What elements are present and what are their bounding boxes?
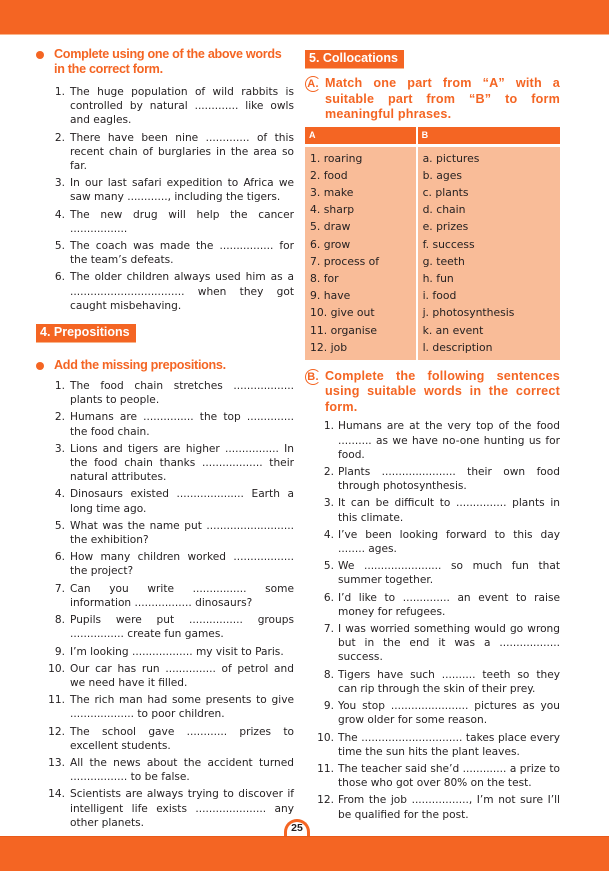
item-number: 10. <box>48 662 65 675</box>
item-number: 3. <box>323 497 334 510</box>
item-text: The huge population of wild rabbits is controlled by natural ............. like owls and eagles. <box>70 86 294 127</box>
item-number: 12. <box>317 794 334 807</box>
cell-column-b: c. plants <box>418 184 560 201</box>
page-number-badge <box>281 817 313 837</box>
part-b-heading-text: Complete the following sentences using suitable words in the correct form. <box>325 368 560 414</box>
item-number: 4. <box>323 528 334 541</box>
cell-column-b: g. teeth <box>418 253 560 270</box>
item-text: What was the name put .......................... the exhibition? <box>70 519 294 547</box>
item-number: 1. <box>323 420 334 433</box>
list-item <box>305 622 560 665</box>
bullet-icon <box>36 362 44 370</box>
list-item <box>305 668 560 696</box>
item-number: 5. <box>323 560 334 573</box>
item-text: I’ve been looking forward to this day ........ ages. <box>338 528 560 556</box>
list-item <box>36 442 294 485</box>
list-item <box>36 725 294 753</box>
item-text: You stop ....................... pictures as you grow older for some reason. <box>338 700 560 727</box>
item-text: All the news about the accident turned ................. to be false. <box>70 756 294 784</box>
table-header-a: A <box>305 127 416 147</box>
item-number: 1. <box>54 86 65 98</box>
item-number: 5. <box>54 240 65 253</box>
item-number: 14. <box>48 788 65 801</box>
item-number: 4. <box>54 488 65 501</box>
item-text: I’d like to .............. an event to raise money for refugees. <box>338 591 560 618</box>
item-number: 8. <box>323 668 334 681</box>
item-text: I was worried something would go wrong but in the end it was a .................. success. <box>338 623 560 664</box>
part-b-heading <box>305 369 560 416</box>
table-row <box>305 270 560 287</box>
list-item <box>36 582 294 610</box>
item-text: Pupils were put ................ groups ................ create fun games. <box>70 614 294 641</box>
cell-column-a: 9. have <box>305 287 416 304</box>
item-text: Dinosaurs existed .................... Earth a long time ago. <box>70 488 294 515</box>
item-text: The new drug will help the cancer ................. <box>70 208 294 235</box>
list-item <box>36 550 294 578</box>
item-number: 1. <box>54 380 65 393</box>
item-text: Tigers have such .......... teeth so they can rip through the skin of their prey. <box>338 668 560 695</box>
footer-band <box>0 836 609 871</box>
part-a-heading-text: Match one part from “A” with a suitable part from “B” to form meaningful phrases. <box>325 76 560 121</box>
exercise-list-part-b <box>305 419 560 821</box>
list-item <box>36 693 294 721</box>
list-item <box>36 662 294 690</box>
list-item <box>305 793 560 821</box>
item-text: The food chain stretches .................. plants to people. <box>70 380 294 407</box>
list-item <box>36 645 294 659</box>
item-number: 2. <box>54 131 65 144</box>
list-item <box>36 176 294 204</box>
cell-column-b: l. description <box>418 339 560 360</box>
table-row <box>305 184 560 201</box>
table-row <box>305 339 560 360</box>
list-item <box>36 519 294 547</box>
table-row <box>305 253 560 270</box>
item-number: 4. <box>54 208 65 221</box>
cell-column-b: i. food <box>418 287 560 304</box>
cell-column-a: 1. roaring <box>305 147 416 167</box>
list-item <box>36 270 294 313</box>
item-number: 6. <box>54 271 65 284</box>
item-text: Lions and tigers are higher ................ In the food chain thanks .................. their natural attributes. <box>70 442 294 484</box>
cell-column-a: 4. sharp <box>305 201 416 218</box>
item-number: 6. <box>323 591 334 604</box>
table-row <box>305 304 560 321</box>
item-number: 6. <box>54 551 65 564</box>
header-band <box>0 0 609 35</box>
collocations-table <box>303 127 562 360</box>
exercise-heading-prepositions <box>36 358 294 373</box>
item-number: 10. <box>317 731 334 744</box>
list-item <box>36 613 294 641</box>
item-number: 2. <box>323 466 334 479</box>
item-text: Our car has run ............... of petrol and we need have it filled. <box>70 662 294 689</box>
item-text: The older children always used him as a .................................. when they got caught misbehaving. <box>70 271 294 312</box>
section-tag-collocations: 5. Collocations <box>305 50 404 69</box>
circled-letter-a-icon: A. <box>305 76 321 92</box>
item-text: In our last safari expedition to Africa we saw many ............, including the tigers. <box>70 177 294 204</box>
list-item <box>305 699 560 727</box>
item-number: 5. <box>54 519 65 532</box>
list-item <box>305 496 560 524</box>
exercise-list-prepositions <box>36 379 294 830</box>
list-item <box>36 131 294 174</box>
item-number: 13. <box>48 756 65 769</box>
table-row <box>305 167 560 184</box>
cell-column-a: 5. draw <box>305 218 416 235</box>
item-text: From the job ................., I’m not sure I’ll be qualified for the post. <box>338 794 560 821</box>
right-column <box>305 47 560 825</box>
table-row <box>305 218 560 235</box>
page-number: 25 <box>291 822 303 834</box>
item-number: 3. <box>54 177 65 190</box>
circled-letter-b-icon: B. <box>305 369 321 385</box>
list-item <box>36 787 294 830</box>
list-item <box>36 208 294 236</box>
item-text: It can be difficult to ............... plants in this climate. <box>338 497 560 524</box>
item-number: 2. <box>54 411 65 424</box>
bullet-icon <box>36 51 44 59</box>
exercise-heading-complete <box>36 47 294 77</box>
list-item <box>305 465 560 493</box>
list-item <box>305 528 560 556</box>
cell-column-a: 7. process of <box>305 253 416 270</box>
table-header-b: B <box>418 127 560 147</box>
item-number: 11. <box>48 694 65 707</box>
cell-column-b: d. chain <box>418 201 560 218</box>
list-item <box>36 239 294 267</box>
exercise-list-complete <box>36 85 294 313</box>
item-text: Scientists are always trying to discover if intelligent life exists ..................... any other planets. <box>70 788 294 829</box>
list-item <box>305 762 560 790</box>
list-item <box>36 410 294 438</box>
cell-column-a: 10. give out <box>305 304 416 321</box>
list-item <box>36 487 294 515</box>
list-item <box>305 591 560 619</box>
item-number: 9. <box>54 645 65 658</box>
list-item <box>305 731 560 759</box>
table-row <box>305 201 560 218</box>
item-number: 3. <box>54 442 65 455</box>
cell-column-a: 12. job <box>305 339 416 360</box>
item-text: The .............................. takes place every time the sun hits the plant leaves. <box>338 731 560 758</box>
cell-column-b: k. an event <box>418 322 560 339</box>
item-number: 12. <box>48 725 65 738</box>
cell-column-b: f. success <box>418 236 560 253</box>
exercise-heading-text: Add the missing prepositions. <box>54 358 226 373</box>
list-item <box>305 559 560 587</box>
item-text: Humans are at the very top of the food .......... as we have no-one hunting us for food. <box>338 420 560 461</box>
table-row <box>305 147 560 167</box>
list-item <box>36 756 294 784</box>
list-item <box>36 85 294 128</box>
item-number: 11. <box>317 762 334 775</box>
item-text: The coach was made the ................ for the team’s defeats. <box>70 240 294 267</box>
cell-column-a: 2. food <box>305 167 416 184</box>
list-item <box>36 379 294 407</box>
cell-column-a: 3. make <box>305 184 416 201</box>
item-number: 7. <box>54 582 65 595</box>
item-text: Plants ...................... their own food through photosynthesis. <box>338 466 560 493</box>
item-text: There have been nine ............. of this recent chain of burglaries in the area so far. <box>70 131 294 173</box>
item-text: Humans are ............... the top .............. the food chain. <box>70 411 294 438</box>
table-row <box>305 287 560 304</box>
item-number: 9. <box>323 700 334 713</box>
section-tag-prepositions: 4. Prepositions <box>36 324 136 343</box>
cell-column-b: b. ages <box>418 167 560 184</box>
item-text: The teacher said she’d ............. a prize to those who got over 80% on the test. <box>338 762 560 790</box>
cell-column-b: j. photosynthesis <box>418 304 560 321</box>
exercise-heading-text: Complete using one of the above words in the correct form. <box>54 47 282 76</box>
cell-column-b: a. pictures <box>418 147 560 167</box>
cell-column-b: e. prizes <box>418 218 560 235</box>
table-row <box>305 322 560 339</box>
cell-column-a: 8. for <box>305 270 416 287</box>
list-item <box>305 419 560 462</box>
item-number: 8. <box>54 614 65 627</box>
cell-column-b: h. fun <box>418 270 560 287</box>
item-text: The rich man had some presents to give ................... to poor children. <box>70 694 294 721</box>
item-text: How many children worked .................. the project? <box>70 551 294 578</box>
item-text: I’m looking .................. my visit to Paris. <box>70 645 284 658</box>
item-text: The school gave ............ prizes to excellent students. <box>70 725 294 752</box>
item-text: We ....................... so much fun that summer together. <box>338 560 560 587</box>
cell-column-a: 6. grow <box>305 236 416 253</box>
item-text: Can you write ................ some information ................. dinosaurs? <box>70 582 294 609</box>
cell-column-a: 11. organise <box>305 322 416 339</box>
table-row <box>305 236 560 253</box>
part-a-heading <box>305 76 560 123</box>
left-column <box>36 47 294 833</box>
item-number: 7. <box>323 623 334 636</box>
